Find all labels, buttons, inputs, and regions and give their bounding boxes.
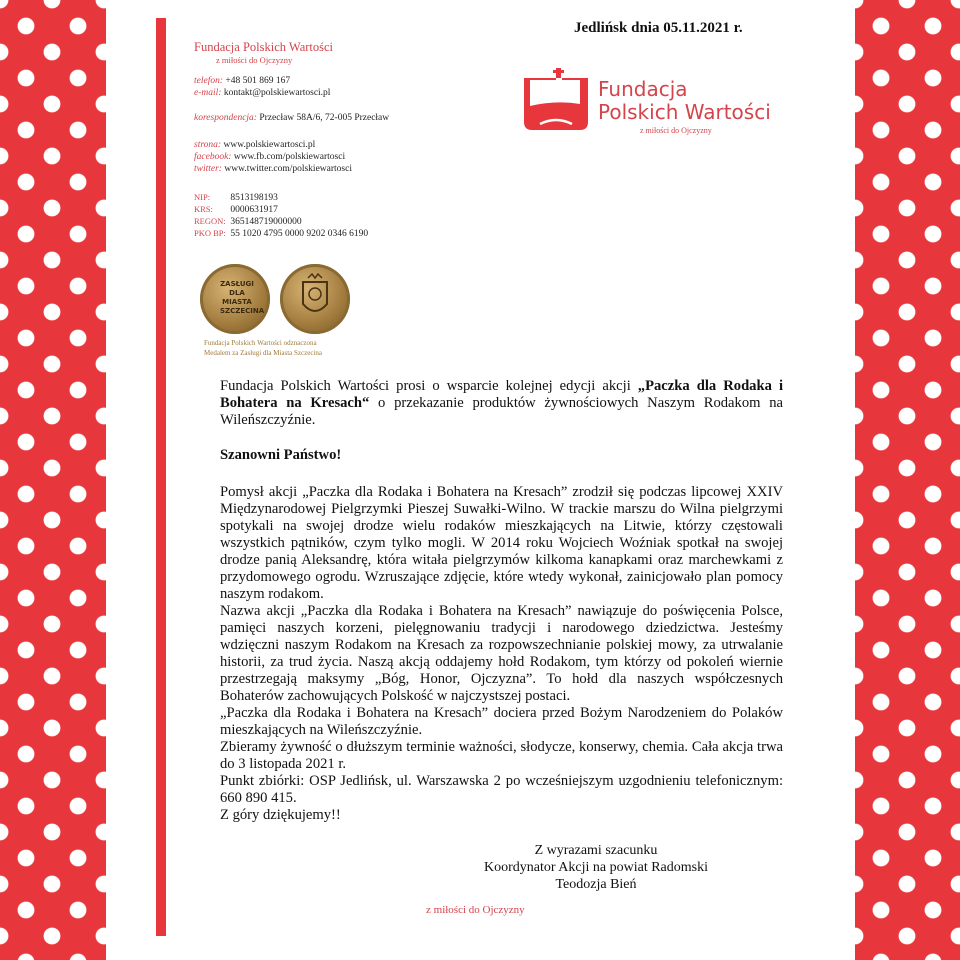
medal-crest-icon <box>280 264 350 334</box>
polka-dot-border-right <box>855 0 960 960</box>
paragraph: Pomysł akcji „Paczka dla Rodaka i Bohatera na Kresach” zrodził się podczas lipcowej XXIV Międzynarodowej Pielgrzymki Pieszej Suwałki-Wilno. W trackie marszu do Wilna pielgrzymi spotykali na swojej drodze wielu rodaków mieszkających na Litwie, którzy częstowali wszystkich pątników, czym tylko mogli. W 2014 roku Wojciech Woźniak spotkał na swojej drodze panią Aleksandrę, która witała pielgrzymów kilkoma kanapkami oraz marchewkami z przydomowego ogrodu. Wzruszające zdjęcie, które wtedy wykonał, zainicjowało plan pomocy naszym rodakom. <box>220 484 783 602</box>
letter-salutation: Szanowni Państwo! <box>220 447 342 463</box>
letter-intro <box>220 378 783 429</box>
contact-phone <box>194 76 290 86</box>
krs-row <box>194 204 278 215</box>
paragraph: Nazwa akcji „Paczka dla Rodaka i Bohatera na Kresach” nawiązuje do poświęcenia Polsce, pamięci naszych korzeni, pielęgnowaniu tradycji i narodowego dziedzictwa. Jesteśmy wdzięczni naszym Rodakom na Kresach za rozpowszechnianie polskiej mowy, za utrwalanie historii, za trud życia. Naszą akcją oddajemy hołd Rodakom, tym którzy od pokoleń wiernie przestrzegają maksymy „Bóg, Honor, Ojczyzna”. To hołd dla naszych współczesnych Bohaterów zachowujących Polskość w najczystszej postaci. <box>220 603 783 704</box>
www-value: www.polskiewartosci.pl <box>223 140 316 150</box>
paragraph: „Paczka dla Rodaka i Bohatera na Kresach” dociera przed Bożym Narodzeniem do Polaków mieszkających na Wileńszczyźnie. <box>220 705 783 738</box>
logo-title-line1: Fundacja <box>598 77 688 101</box>
phone-value: +48 501 869 167 <box>225 76 291 86</box>
regon-label: REGON: <box>194 216 226 226</box>
facebook-value: www.fb.com/polskiewartosci <box>233 152 346 162</box>
bank-value: 55 1020 4795 0000 9202 0346 6190 <box>230 229 369 239</box>
krs-label: KRS: <box>194 204 213 214</box>
foundation-subtitle: z miłości do Ojczyzny <box>216 55 293 65</box>
nip-row <box>194 192 278 203</box>
red-margin-bar <box>156 18 166 936</box>
contact-www <box>194 140 315 150</box>
letter-body <box>220 484 783 824</box>
intro-end: o przekazanie produktów żywnościowych Naszym Rodakom na Wileńszczyźnie. <box>220 395 783 428</box>
twitter-label: twitter: <box>194 164 222 174</box>
letter-date: Jedlińsk dnia 05.11.2021 r. <box>574 20 743 36</box>
nip-label: NIP: <box>194 192 211 202</box>
facebook-label: facebook: <box>194 152 232 162</box>
correspondence-label: korespondencja: <box>194 113 257 123</box>
closing-signatory: Teodozja Bień <box>555 877 637 892</box>
crest-icon <box>280 264 350 334</box>
closing-role: Koordynator Akcji na powiat Radomski <box>484 860 708 875</box>
nip-value: 8513198193 <box>230 193 278 203</box>
logo-subtitle: z miłości do Ojczyzny <box>640 126 712 135</box>
email-label: e-mail: <box>194 88 222 98</box>
correspondence-value: Przecław 58A/6, 72-005 Przecław <box>259 113 390 123</box>
intro-start: Fundacja Polskich Wartości prosi o wsparcie kolejnej edycji akcji <box>220 378 638 394</box>
regon-row <box>194 216 302 227</box>
paragraph: Punkt zbiórki: OSP Jedlińsk, ul. Warszawska 2 po wcześniejszym uzgodnieniu telefonicznym: 660 890 415. <box>220 773 783 806</box>
contact-facebook <box>194 152 345 162</box>
bank-label: PKO BP: <box>194 228 226 238</box>
intro-action-name: „Paczka dla Rodaka i Bohatera na Kresach“ <box>220 378 783 411</box>
bank-row <box>194 228 368 239</box>
medal-front-text: ZASŁUGI DLA MIASTA SZCZECINA <box>220 280 265 315</box>
contact-twitter <box>194 164 352 174</box>
krs-value: 0000631917 <box>230 205 278 215</box>
contact-correspondence <box>194 113 389 123</box>
footer-motto: z miłości do Ojczyzny <box>426 904 525 916</box>
email-value: kontakt@polskiewartosci.pl <box>223 88 331 98</box>
logo-title-line2: Polskich Wartości <box>598 100 771 124</box>
twitter-value: www.twitter.com/polskiewartosci <box>224 164 352 174</box>
medal-front-icon <box>200 264 270 334</box>
paragraph: Z góry dziękujemy!! <box>220 807 341 823</box>
phone-label: telefon: <box>194 76 224 86</box>
medal-caption-line2: Medalem za Zasługi dla Miasta Szczecina <box>204 349 322 357</box>
contact-email <box>194 88 330 98</box>
closing-regards: Z wyrazami szacunku <box>534 843 658 858</box>
foundation-logo-icon <box>518 66 594 138</box>
www-label: strona: <box>194 140 222 150</box>
paragraph: Zbieramy żywność o dłuższym terminie ważności, słodycze, konserwy, chemia. Cała akcja trwa do 3 listopada 2021 r. <box>220 739 783 772</box>
letter-page <box>106 0 855 960</box>
regon-value: 365148719000000 <box>230 217 302 227</box>
foundation-name: Fundacja Polskich Wartości <box>194 40 334 54</box>
medal-caption-line1: Fundacja Polskich Wartości odznaczona <box>204 339 317 347</box>
polka-dot-border-left <box>0 0 106 960</box>
